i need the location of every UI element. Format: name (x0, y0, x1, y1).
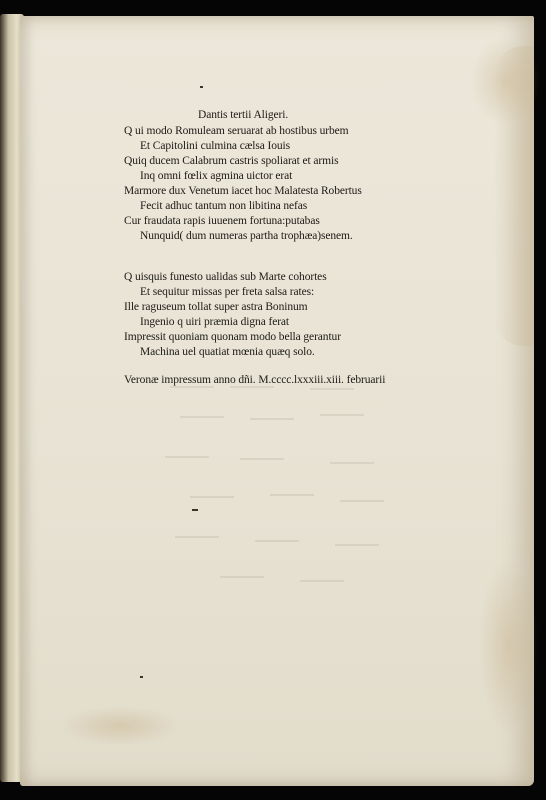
foxing-stain (60, 706, 180, 746)
ink-speck (200, 86, 203, 88)
poem-line: Q uisquis funesto ualidas sub Marte cohortes (124, 271, 327, 283)
poem-line: Marmore dux Venetum iacet hoc Malatesta Robertus (124, 185, 362, 197)
poem-line: Impressit quoniam quonam modo bella gerantur (124, 331, 341, 343)
poem-title: Dantis tertii Aligeri. (198, 109, 289, 121)
poem-line: Cur fraudata rapis iuuenem fortuna:putabas (124, 215, 320, 227)
poem-line: Inq omni fœlix agmina uictor erat (140, 170, 293, 182)
poem-line: Ille raguseum tollat super astra Boninum (124, 301, 308, 313)
poem-line: Fecit adhuc tantum non libitina nefas (140, 200, 308, 212)
poem-line: Et Capitolini culmina cælsa Iouis (140, 140, 291, 152)
poem-line: Et sequitur missas per freta salsa rates: (140, 286, 315, 298)
foxing-stain (478, 556, 538, 736)
foxing-stain (470, 36, 540, 126)
paper-leaf (20, 16, 534, 786)
poem-line: Machina uel quatiat mœnia quæq solo. (140, 346, 315, 358)
poem-line: Nunquid( dum numeras partha trophæa)senem. (140, 230, 353, 242)
poem-line: Quiq ducem Calabrum castris spoliarat et armis (124, 155, 339, 167)
show-through-text (160, 376, 460, 606)
poem-line: Ingenio q uiri præmia digna ferat (140, 316, 290, 328)
ink-speck (192, 509, 198, 511)
poem-line: Q ui modo Romuleam seruarat ab hostibus urbem (124, 125, 349, 137)
ink-speck (140, 676, 143, 678)
colophon: Veronæ impressum anno dñi. M.cccc.lxxxiii.xiii. februarii (124, 374, 386, 386)
